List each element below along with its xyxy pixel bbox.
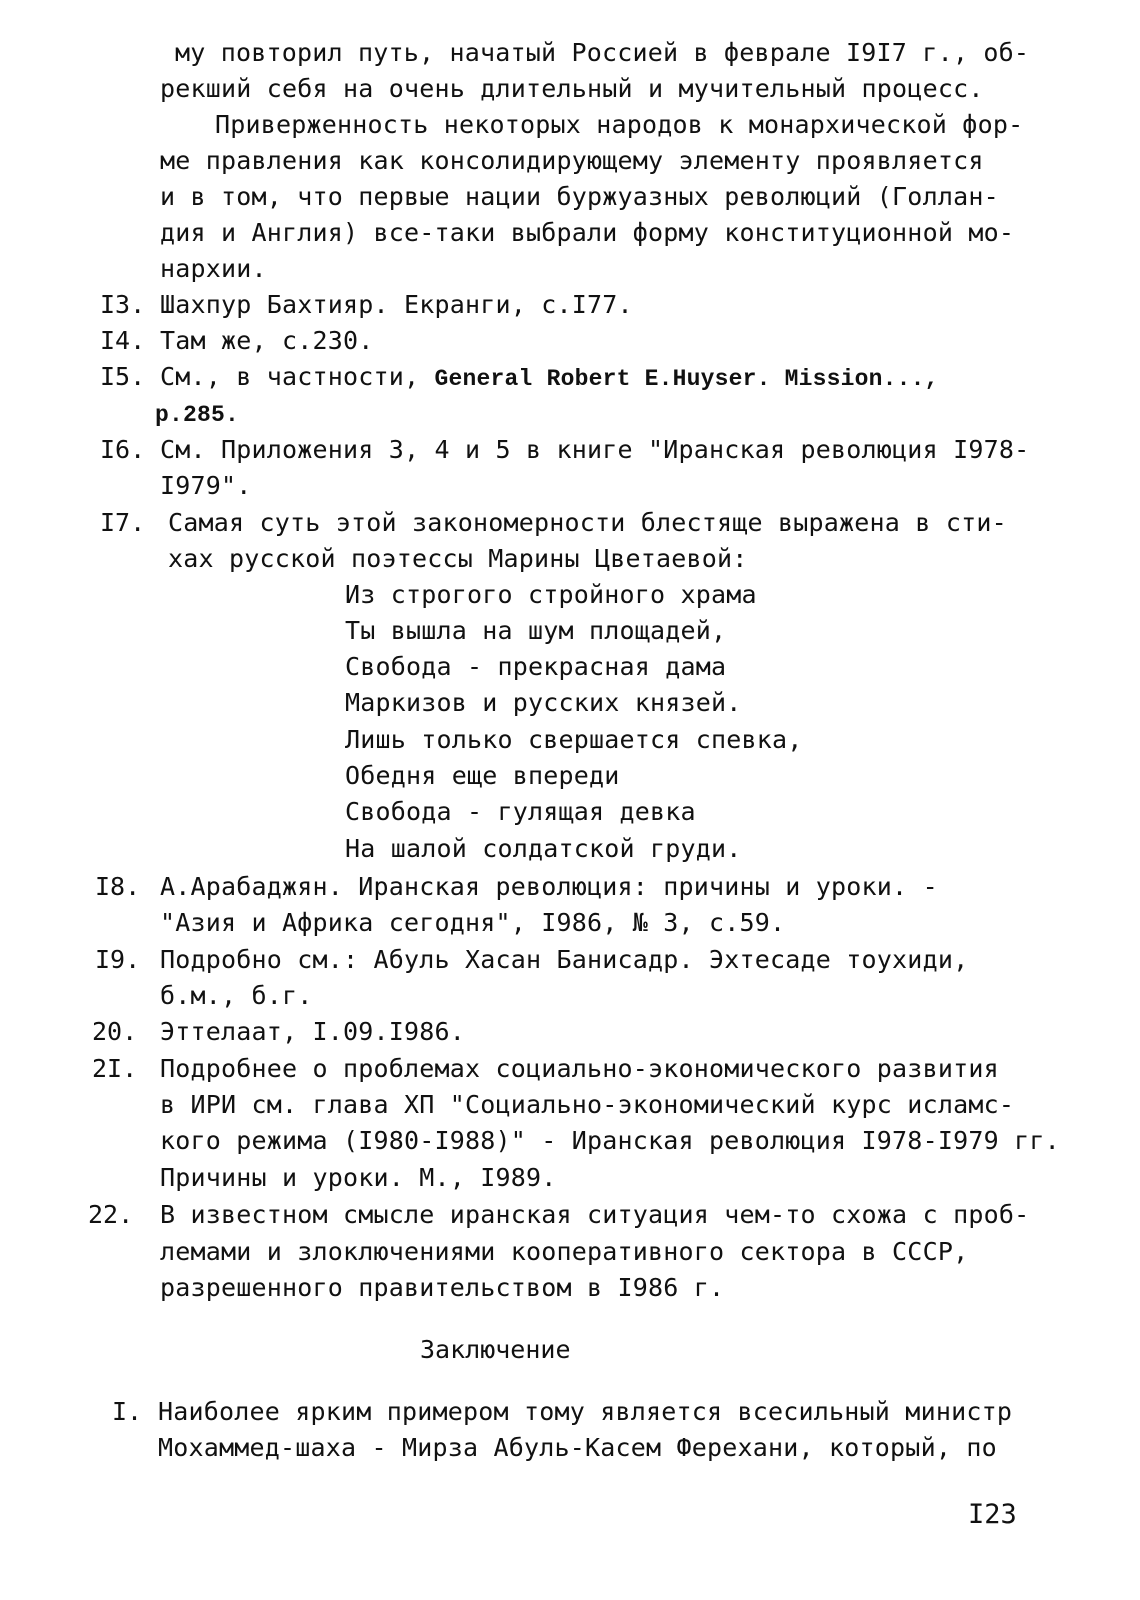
- text-line: дия и Англия) все-таки выбрали форму конституционной мо-: [160, 218, 1015, 247]
- note-text: Подробно см.: Абуль Хасан Банисадр. Эхтесаде тоухиди,: [160, 945, 969, 974]
- note-text: Самая суть этой закономерности блестяще выражена в сти-: [168, 508, 1007, 537]
- note-text: Подробнее о проблемах социально-экономического развития: [160, 1054, 999, 1083]
- text-line: му повторил путь, начатый Россией в феврале I9I7 г., об-: [175, 38, 1030, 67]
- note-text: Мохаммед-шаха - Мирза Абуль-Касем Ферехани, который, по: [158, 1433, 997, 1462]
- note-text: [160, 362, 939, 394]
- note-text: Эттелаат, I.09.I986.: [160, 1017, 466, 1046]
- note-text: в ИРИ см. глава XП "Социально-экономический курс исламс-: [160, 1090, 1015, 1119]
- poem-line: Свобода - прекрасная дама: [345, 652, 727, 681]
- note-number: I3.: [100, 290, 146, 319]
- note-text: разрешенного правительством в I986 г.: [160, 1273, 725, 1302]
- note-text: Причины и уроки. М., I989.: [160, 1163, 557, 1192]
- note-text: Там же, с.230.: [160, 326, 374, 355]
- note-text: кого режима (I980-I988)" - Иранская революция I978-I979 гг.: [160, 1126, 1060, 1155]
- citation-text: p.285.: [155, 402, 240, 428]
- note-text: хах русской поэтессы Марины Цветаевой:: [168, 544, 748, 573]
- note-text-part: См., в частности,: [160, 362, 420, 391]
- note-number: 2I.: [92, 1054, 138, 1083]
- note-text: Наиболее ярким примером тому является всесильный министр: [158, 1397, 1013, 1426]
- note-text: Шахпур Бахтияр. Екранги, с.I77.: [160, 290, 633, 319]
- text-line: нархии.: [160, 254, 267, 283]
- poem-line: Из строгого стройного храма: [345, 580, 757, 609]
- citation-text: General Robert E.Huyser. Mission...,: [434, 366, 939, 392]
- note-number: 20.: [92, 1017, 138, 1046]
- text-line: и в том, что первые нации буржуазных революций (Голлан-: [160, 182, 999, 211]
- poem-line: На шалой солдатской груди.: [345, 834, 742, 863]
- poem-line: Свобода - гулящая девка: [345, 797, 696, 826]
- poem-line: Ты вышла на шум площадей,: [345, 616, 727, 645]
- poem-line: Обедня еще впереди: [345, 761, 620, 790]
- note-number: I.: [112, 1397, 143, 1426]
- note-text: А.Арабаджян. Иранская революция: причины и уроки. -: [160, 872, 938, 901]
- page-number: I23: [968, 1499, 1017, 1530]
- section-heading: Заключение: [420, 1335, 571, 1364]
- note-number: I5.: [100, 362, 146, 391]
- note-text: См. Приложения 3, 4 и 5 в книге "Иранская революция I978-: [160, 435, 1030, 464]
- note-text: I979".: [160, 471, 252, 500]
- note-text: В известном смысле иранская ситуация чем-то схожа с проб-: [160, 1200, 1030, 1229]
- text-line: Приверженность некоторых народов к монархической фор-: [215, 110, 1024, 139]
- poem-line: Лишь только свершается спевка,: [345, 725, 803, 754]
- note-number: I7.: [100, 508, 146, 537]
- note-number: I9.: [95, 945, 141, 974]
- note-number: I8.: [95, 872, 141, 901]
- note-text: "Азия и Африка сегодня", I986, № 3, с.59.: [160, 908, 786, 937]
- text-line: ме правления как консолидирующему элементу проявляется: [160, 146, 984, 175]
- note-number: 22.: [88, 1200, 134, 1229]
- note-text: лемами и злоключениями кооперативного сектора в СССР,: [160, 1237, 969, 1266]
- note-number: I6.: [100, 435, 146, 464]
- text-line: рекший себя на очень длительный и мучительный процесс.: [160, 74, 984, 103]
- poem-line: Маркизов и русских князей.: [345, 688, 742, 717]
- note-text: б.м., б.г.: [160, 981, 313, 1010]
- note-number: I4.: [100, 326, 146, 355]
